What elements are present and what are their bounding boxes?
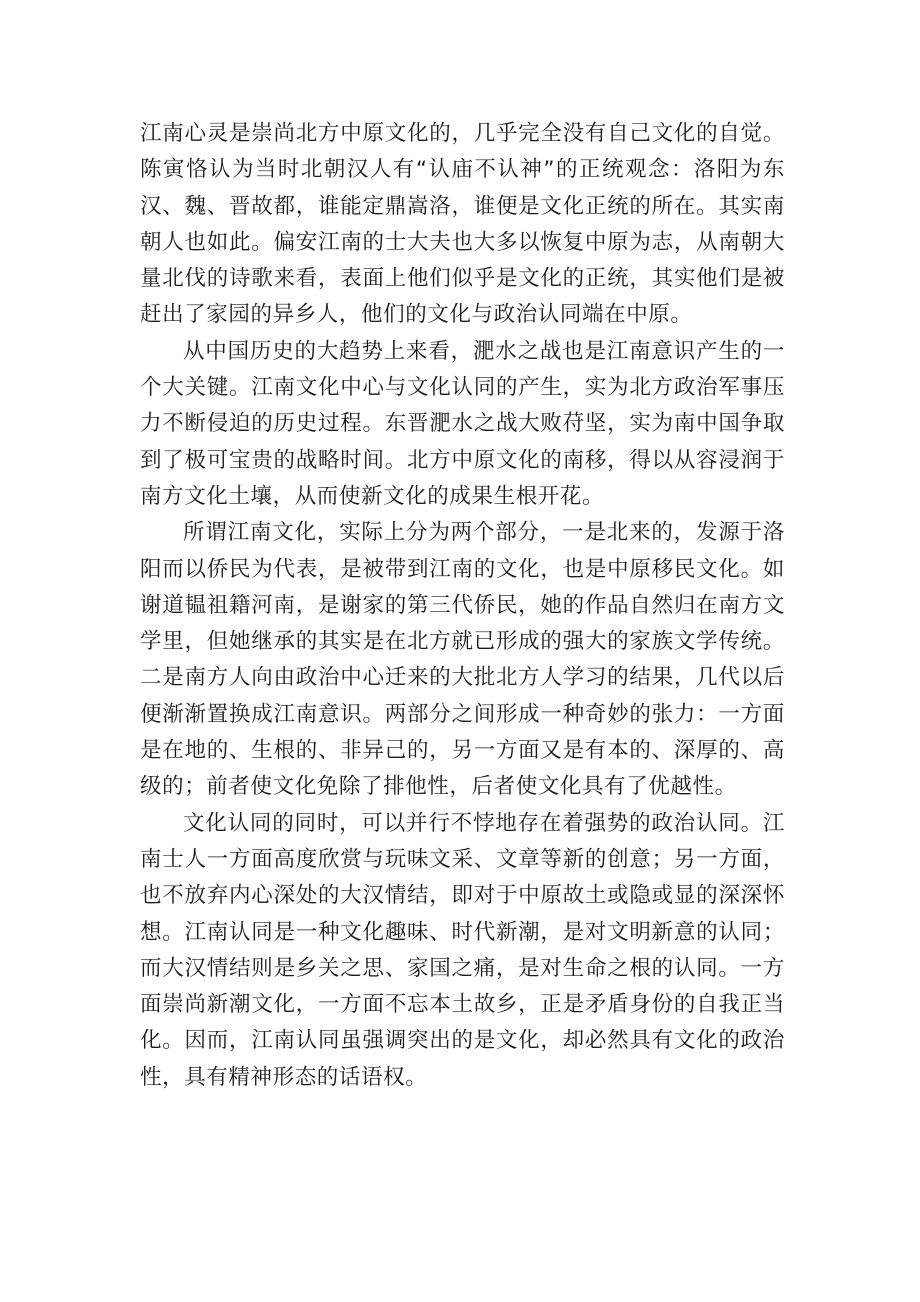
paragraph-1: 江南心灵是崇尚北方中原文化的，几乎完全没有自己文化的自觉。陈寅恪认为当时北朝汉人有“认庙不认神”的正统观念：洛阳为东汉、魏、晋故都，谁能定鼎嵩洛，谁便是文化正统的所在。其实南朝人也如此。偏安江南的士大夫也大多以恢复中原为志，从南朝大量北伐的诗歌来看，表面上他们似乎是文化的正统，其实他们是被赶出了家园的异乡人，他们的文化与政治认同端在中原。 bbox=[140, 121, 785, 328]
document-body bbox=[140, 116, 785, 1096]
paragraph-4: 文化认同的同时，可以并行不悖地存在着强势的政治认同。江南士人一方面高度欣赏与玩味文采、文章等新的创意；另一方面，也不放弃内心深处的大汉情结，即对于中原故土或隐或显的深深怀想。江南认同是一种文化趣味、时代新潮，是对文明新意的认同；而大汉情结则是乡关之思、家国之痛，是对生命之根的认同。一方面崇尚新潮文化，一方面不忘本土故乡，正是矛盾身份的自我正当化。因而，江南认同虽强调突出的是文化，却必然具有文化的政治性，具有精神形态的话语权。 bbox=[140, 810, 785, 1090]
paragraph-2: 从中国历史的大趋势上来看，淝水之战也是江南意识产生的一个大关键。江南文化中心与文化认同的产生，实为北方政治军事压力不断侵迫的历史过程。东晋淝水之战大败苻坚，实为南中国争取到了极可宝贵的战略时间。北方中原文化的南移，得以从容浸润于南方文化土壤，从而使新文化的成果生根开花。 bbox=[140, 338, 785, 509]
paragraph-3: 所谓江南文化，实际上分为两个部分，一是北来的，发源于洛阳而以侨民为代表，是被带到江南的文化，也是中原移民文化。如谢道韫祖籍河南，是谢家的第三代侨民，她的作品自然归在南方文学里，但她继承的其实是在北方就已形成的强大的家族文学传统。二是南方人向由政治中心迁来的大批北方人学习的结果，几代以后便渐渐置换成江南意识。两部分之间形成一种奇妙的张力：一方面是在地的、生根的、非异己的，另一方面又是有本的、深厚的、高级的；前者使文化免除了排他性，后者使文化具有了优越性。 bbox=[140, 520, 785, 800]
